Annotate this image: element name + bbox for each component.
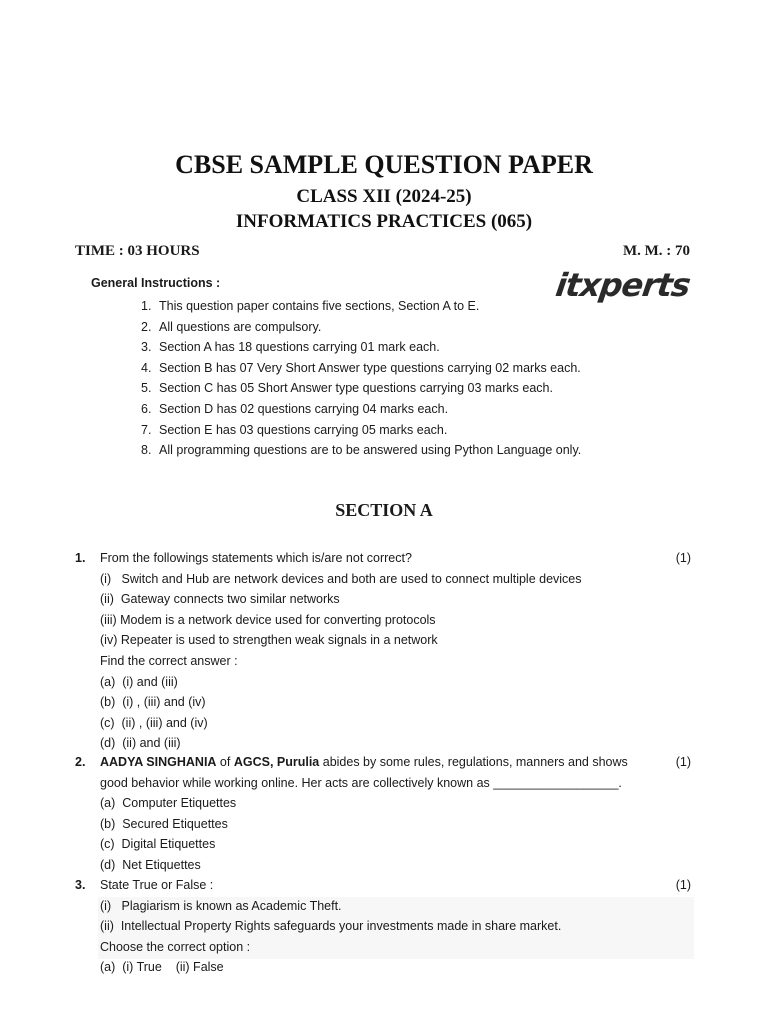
question-stem: From the followings statements which is/are not correct?	[100, 551, 412, 565]
instruction-item: 1. This question paper contains five sections, Section A to E.	[141, 299, 480, 313]
question-marks: (1)	[675, 755, 691, 769]
max-marks: M. M. : 70	[622, 243, 690, 259]
question-number: 3.	[75, 878, 86, 892]
question-3	[75, 875, 693, 978]
instruction-item: 2. All questions are compulsory.	[141, 319, 322, 334]
statement: (ii) Gateway connects two similar networks	[100, 592, 340, 607]
instruction-item: 4. Section B has 07 Very Short Answer type questions carrying 02 marks each.	[141, 360, 581, 375]
instruction-item: 7. Section E has 03 questions carrying 05 marks each.	[141, 422, 448, 437]
itxperts-logo: itxperts	[553, 266, 693, 304]
answer-option: (b) (i) , (iii) and (iv)	[100, 695, 206, 710]
paper-title: CBSE SAMPLE QUESTION PAPER	[175, 150, 593, 179]
question-stem: AADYA SINGHANIA of AGCS, Purulia abides by some rules, regulations, manners and shows	[100, 755, 628, 769]
answer-option: (c) Digital Etiquettes	[100, 837, 216, 852]
answer-option: (d) (ii) and (iii)	[100, 736, 181, 751]
question-marks: (1)	[675, 878, 691, 892]
instruction-item: 3. Section A has 18 questions carrying 01 mark each.	[141, 340, 440, 355]
answer-option: (d) Net Etiquettes	[100, 857, 201, 872]
statement: (ii) Intellectual Property Rights safeguards your investments made in share market.	[100, 919, 562, 934]
question-number: 2.	[75, 755, 86, 769]
answer-option: (a) (i) and (iii)	[100, 674, 178, 689]
question-stem: State True or False :	[100, 878, 214, 892]
answer-option: (c) (ii) , (iii) and (iv)	[100, 715, 208, 730]
general-instructions-label: General Instructions :	[91, 276, 221, 290]
section-a-heading: SECTION A	[335, 500, 433, 520]
class-line: CLASS XII (2024-25)	[296, 186, 472, 207]
question-marks: (1)	[675, 551, 691, 565]
question-prompt: Find the correct answer :	[100, 653, 238, 668]
answer-option: (b) Secured Etiquettes	[100, 816, 228, 831]
question-2	[75, 752, 693, 876]
statement: (i) Plagiarism is known as Academic Theft.	[100, 898, 342, 913]
instruction-item: 8. All programming questions are to be answered using Python Language only.	[141, 443, 582, 458]
instruction-item: 5. Section C has 05 Short Answer type questions carrying 03 marks each.	[141, 381, 553, 396]
question-1	[75, 548, 693, 754]
question-stem-continued: good behavior while working online. Her acts are collectively known as __________________.	[100, 775, 622, 790]
time-allowed: TIME : 03 HOURS	[75, 243, 200, 259]
statement: (iv) Repeater is used to strengthen weak signals in a network	[100, 633, 438, 648]
answer-option: (a) Computer Etiquettes	[100, 796, 237, 811]
school-name: AGCS, Purulia	[233, 755, 320, 769]
answer-option: (a) (i) True (ii) False	[100, 960, 224, 975]
subject-line: INFORMATICS PRACTICES (065)	[235, 211, 533, 232]
student-name: AADYA SINGHANIA	[100, 755, 217, 769]
statement: (iii) Modem is a network device used for converting protocols	[100, 612, 436, 627]
instructions-list	[141, 296, 581, 461]
question-number: 1.	[75, 551, 86, 565]
instruction-item: 6. Section D has 02 questions carrying 04 marks each.	[141, 401, 449, 416]
question-prompt: Choose the correct option :	[100, 939, 251, 954]
statement: (i) Switch and Hub are network devices and both are used to connect multiple devices	[100, 571, 582, 586]
